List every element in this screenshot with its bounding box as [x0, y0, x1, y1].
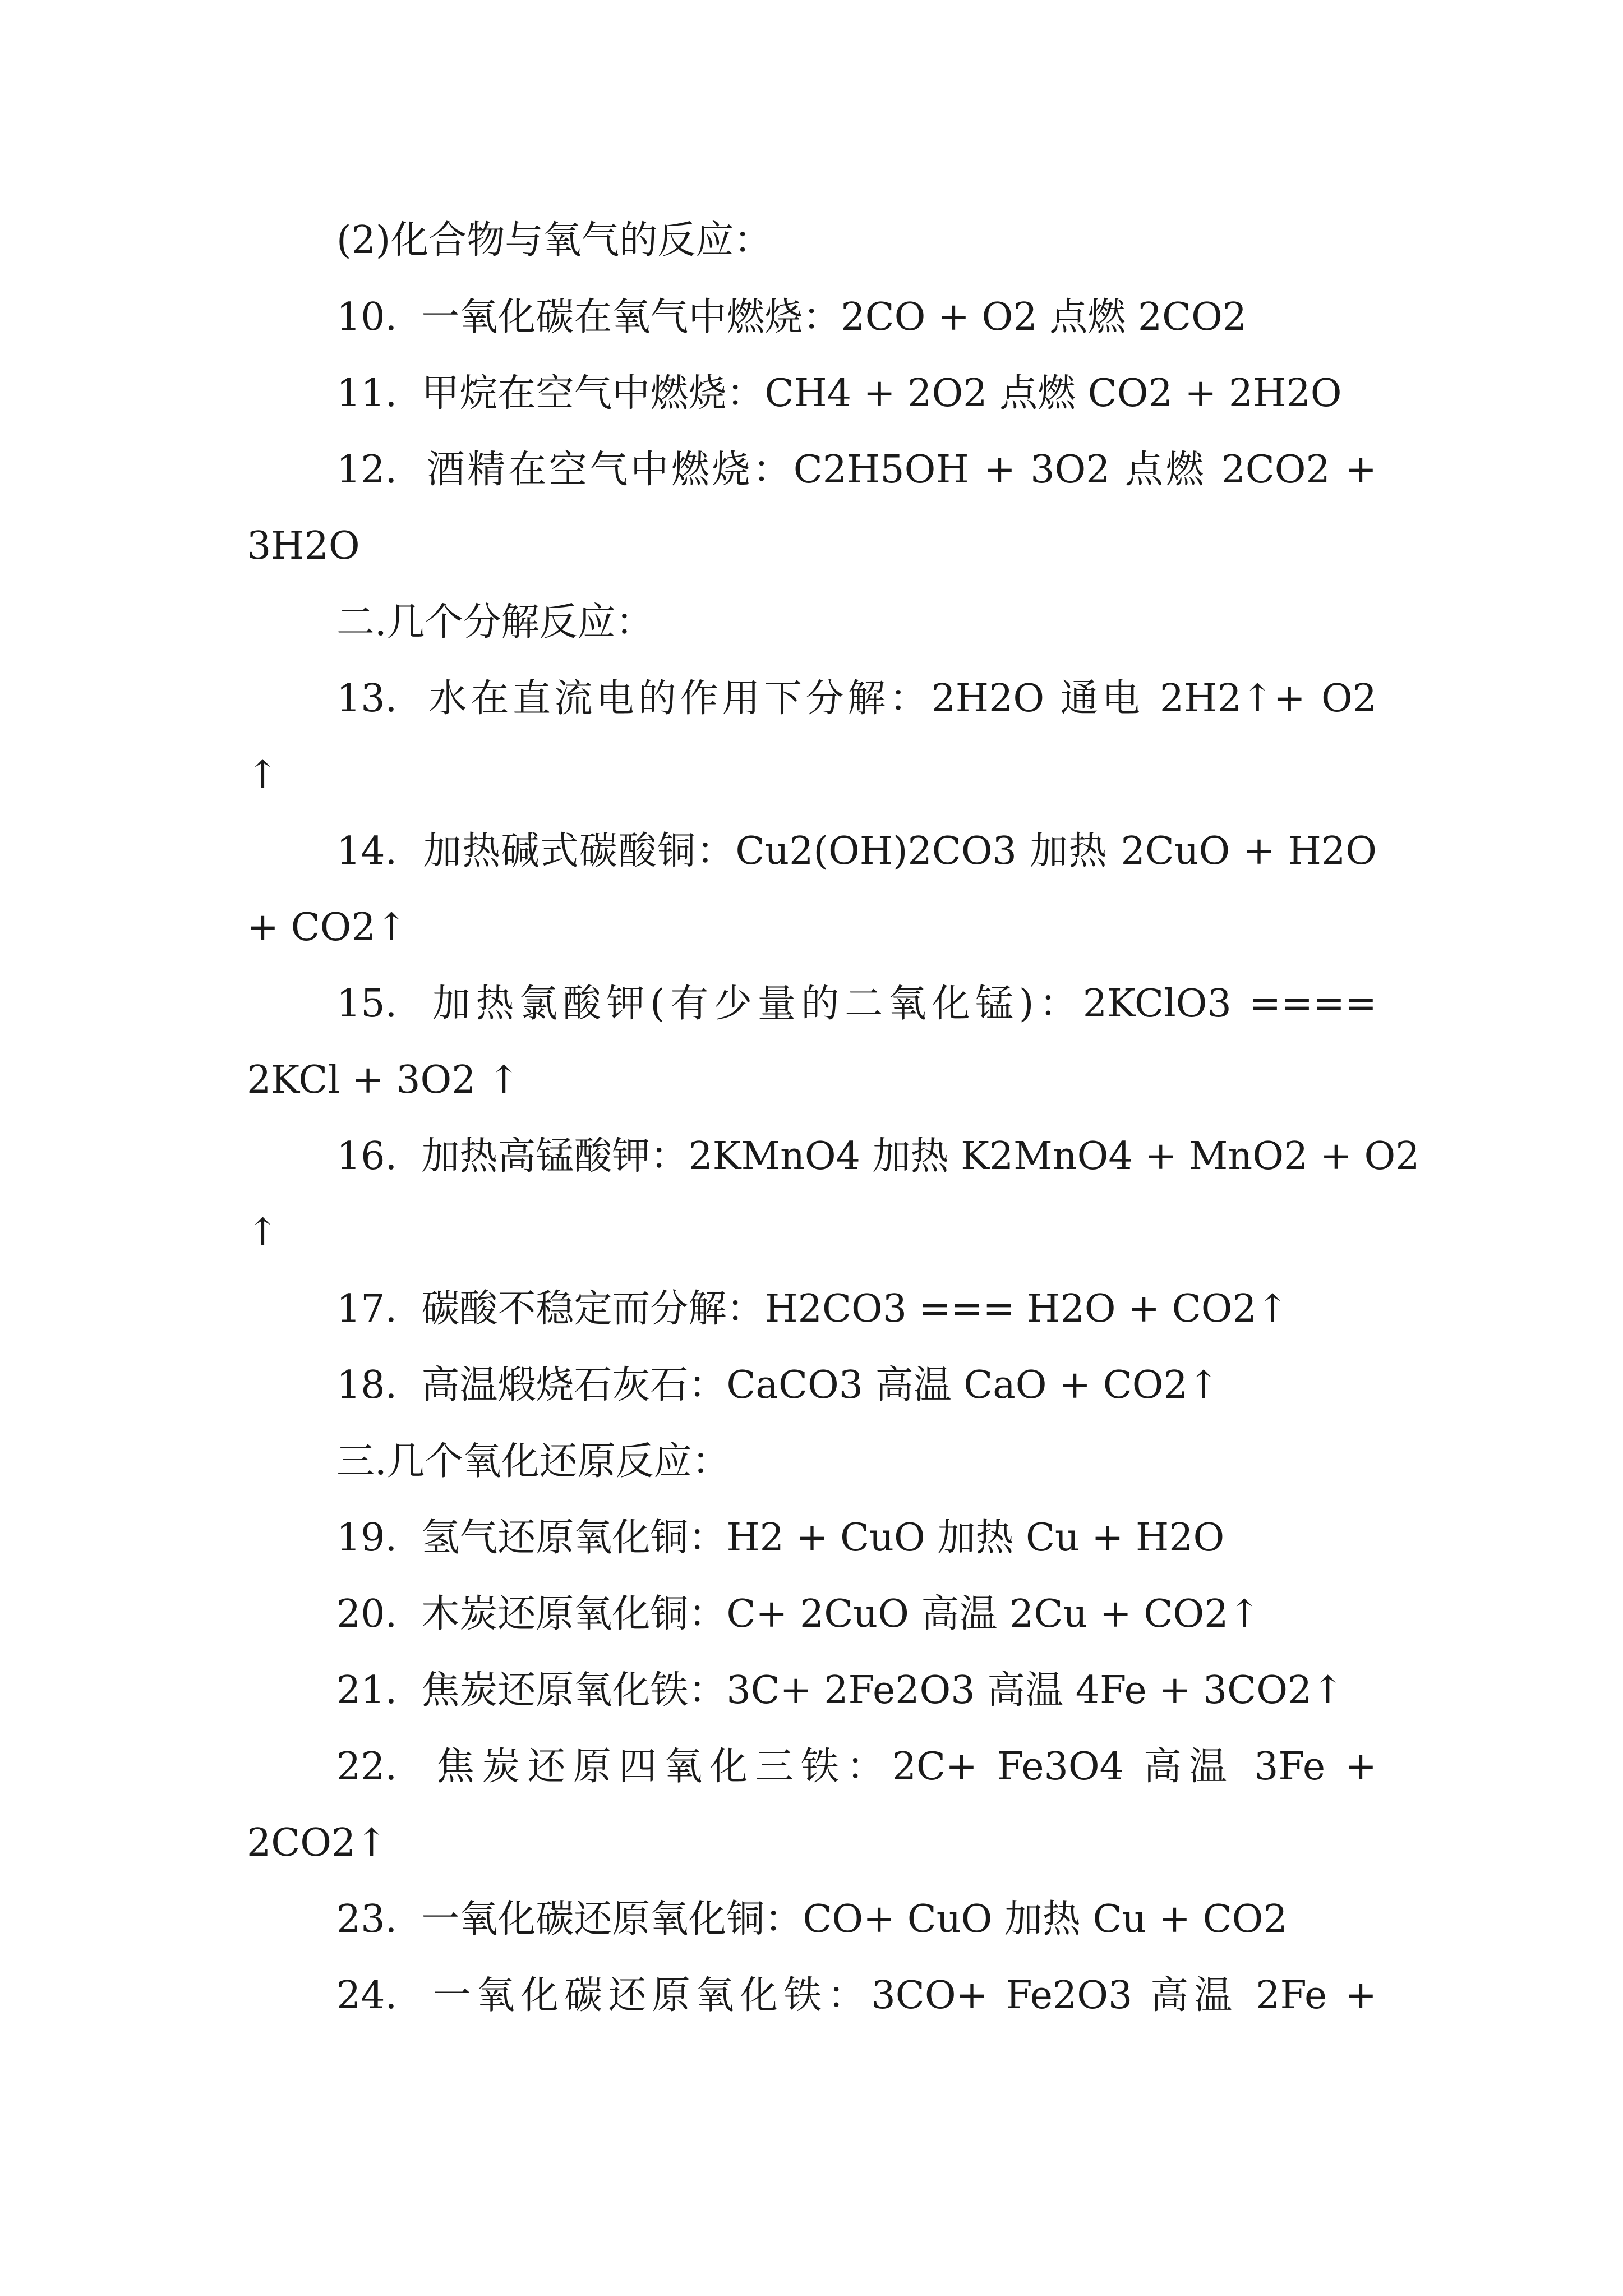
equation-line-18: 18. 高温煅烧石灰石：CaCO3 高温 CaO + CO2↑	[336, 1363, 1220, 1407]
equation-line-16: 16. 加热高锰酸钾：2KMnO4 加热 K2MnO4 + MnO2 + O2	[336, 1134, 1420, 1179]
equation-line-13: 13. 水在直流电的作用下分解：2H2O 通电 2H2↑+ O2	[336, 677, 1377, 721]
equation-line-21: 21. 焦炭还原氧化铁：3C+ 2Fe2O3 高温 4Fe + 3CO2↑	[336, 1668, 1344, 1713]
equation-line-14-continued: + CO2↑	[247, 905, 408, 950]
equation-line-15: 15. 加热氯酸钾(有少量的二氧化锰)：2KClO3 ====	[336, 982, 1377, 1026]
equation-line-22: 22. 焦炭还原四氧化三铁：2C+ Fe3O4 高温 3Fe +	[336, 1745, 1377, 1789]
equation-line-11: 11. 甲烷在空气中燃烧：CH4 + 2O2 点燃 CO2 + 2H2O	[336, 371, 1342, 416]
equation-line-12: 12. 酒精在空气中燃烧：C2H5OH + 3O2 点燃 2CO2 +	[336, 448, 1377, 492]
equation-line-23: 23. 一氧化碳还原氧化铜：CO+ CuO 加热 Cu + CO2	[336, 1897, 1288, 1941]
equation-line-10: 10. 一氧化碳在氧气中燃烧：2CO + O2 点燃 2CO2	[336, 295, 1247, 339]
equation-line-14: 14. 加热碱式碳酸铜：Cu2(OH)2CO3 加热 2CuO + H2O	[336, 829, 1377, 873]
equation-line-13-continued: ↑	[247, 753, 279, 797]
equation-line-12-continued: 3H2O	[247, 524, 360, 568]
equation-line-20: 20. 木炭还原氧化铜：C+ 2CuO 高温 2Cu + CO2↑	[336, 1592, 1261, 1636]
section-heading-compound-oxygen: (2)化合物与氧气的反应：	[336, 218, 772, 263]
section-heading-redox: 三.几个氧化还原反应：	[336, 1439, 730, 1484]
section-heading-decomposition: 二.几个分解反应：	[336, 600, 654, 645]
equation-line-15-continued: 2KCl + 3O2 ↑	[247, 1058, 520, 1102]
equation-line-16-continued: ↑	[247, 1211, 279, 1255]
equation-line-22-continued: 2CO2↑	[247, 1821, 388, 1865]
equation-line-24: 24. 一氧化碳还原氧化铁：3CO+ Fe2O3 高温 2Fe +	[336, 1973, 1377, 2018]
equation-line-17: 17. 碳酸不稳定而分解：H2CO3 === H2O + CO2↑	[336, 1287, 1289, 1331]
equation-line-19: 19. 氢气还原氧化铜：H2 + CuO 加热 Cu + H2O	[336, 1516, 1225, 1560]
